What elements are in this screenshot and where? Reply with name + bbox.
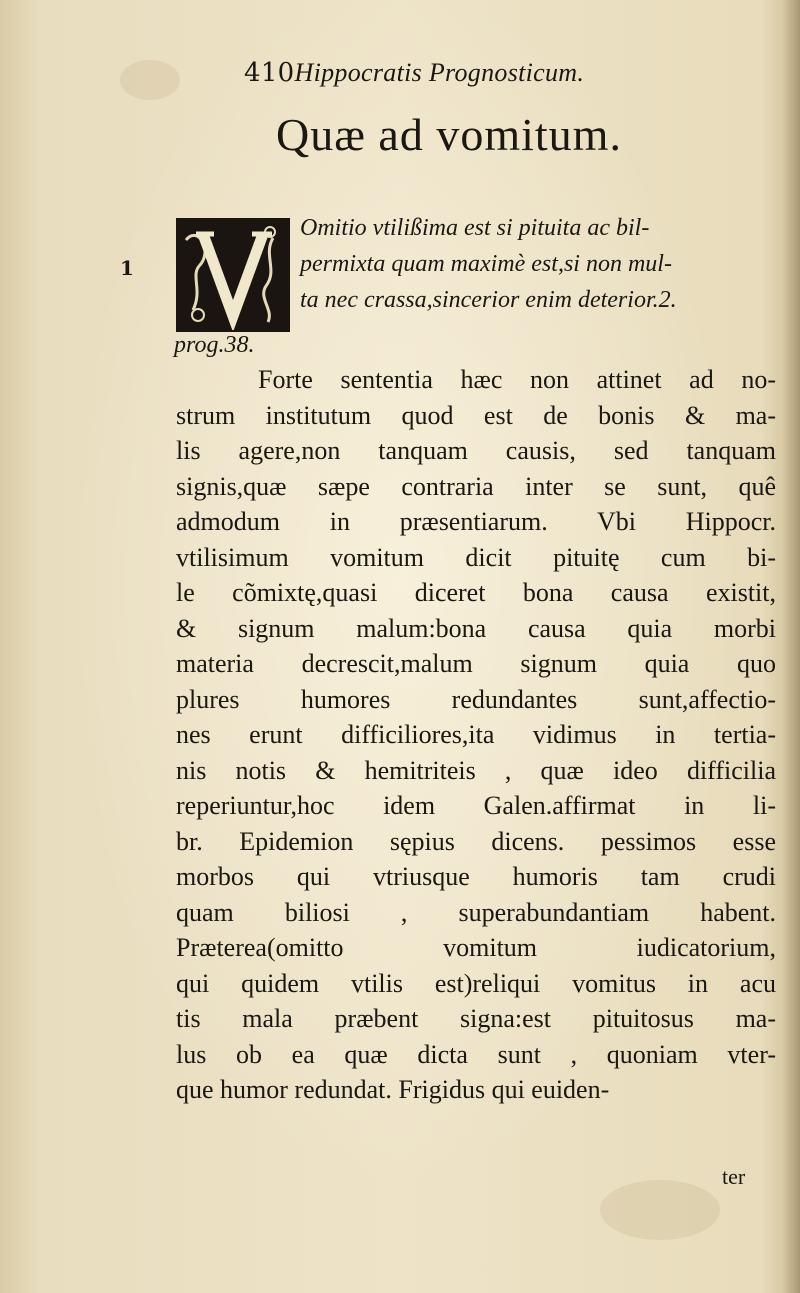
text-line: reperiuntur,hoc idem Galen.affirmat in li-: [176, 791, 776, 820]
text-line: admodum in præsentiarum. Vbi Hippocr.: [176, 507, 776, 536]
commentary-text: [176, 362, 776, 1108]
text-line: lis agere,non tanquam causis, sed tanquam: [176, 436, 776, 465]
text-line: Præterea(omitto vomitum iudicatorium,: [176, 933, 776, 962]
text-line: quam biliosi , superabundantiam habent.: [176, 897, 776, 927]
text-line: qui quidem vtilis est)reliqui vomitus in acu: [176, 968, 776, 998]
text-line: morbos qui vtriusque humoris tam crudi: [176, 862, 776, 891]
text-line: tis mala præbent signa:est pituitosus ma-: [176, 1004, 776, 1033]
text-line: strum institutum quod est de bonis & ma-: [176, 400, 776, 430]
paper-stain: [120, 60, 180, 100]
page-gutter: [782, 0, 800, 1293]
ornament-initial-icon: [178, 220, 288, 330]
aphorism-text: [300, 210, 770, 318]
text-line: br. Epidemion sępius dicens. pessimos esse: [176, 826, 776, 856]
text-line: nis notis & hemitriteis , quæ ideo difficilia: [176, 755, 776, 785]
aphorism-line: Omitio vtilißima est si pituita ac bil-: [300, 215, 650, 241]
text-line: nes erunt difficiliores,ita vidimus in tertia-: [176, 720, 776, 749]
page-number: 410: [244, 58, 295, 88]
running-header: [244, 58, 584, 88]
text-line: lus ob ea quæ dicta sunt , quoniam vter-: [176, 1039, 776, 1069]
margin-number: 1: [120, 256, 134, 280]
catchword: ter: [722, 1164, 746, 1189]
decorated-initial: [176, 218, 290, 332]
aphorism-line: ta nec crassa,sincerior enim deterior.2.: [300, 287, 677, 313]
text-line: plures humores redundantes sunt,affectio-: [176, 684, 776, 714]
aphorism-line: permixta quam maximè est,si non mul-: [300, 251, 672, 277]
section-title: Quæ ad vomitum.: [276, 109, 622, 160]
text-line: vtilisimum vomitum dicit pituitę cum bi-: [176, 542, 776, 572]
prognostic-reference: prog.38.: [174, 332, 255, 358]
text-line: & signum malum:bona causa quia morbi: [176, 613, 776, 643]
running-title: Hippocratis Prognosticum.: [294, 58, 585, 87]
paper-stain: [600, 1180, 720, 1240]
text-line: Forte sententia hæc non attinet ad no-: [258, 365, 776, 394]
text-line: le cõmixtę,quasi diceret bona causa existit,: [176, 578, 776, 607]
text-line: signis,quæ sæpe contraria inter se sunt, quê: [176, 471, 776, 501]
text-line: materia decrescit,malum signum quia quo: [176, 649, 776, 678]
text-line: que humor redundat. Frigidus qui euiden-: [176, 1075, 610, 1104]
